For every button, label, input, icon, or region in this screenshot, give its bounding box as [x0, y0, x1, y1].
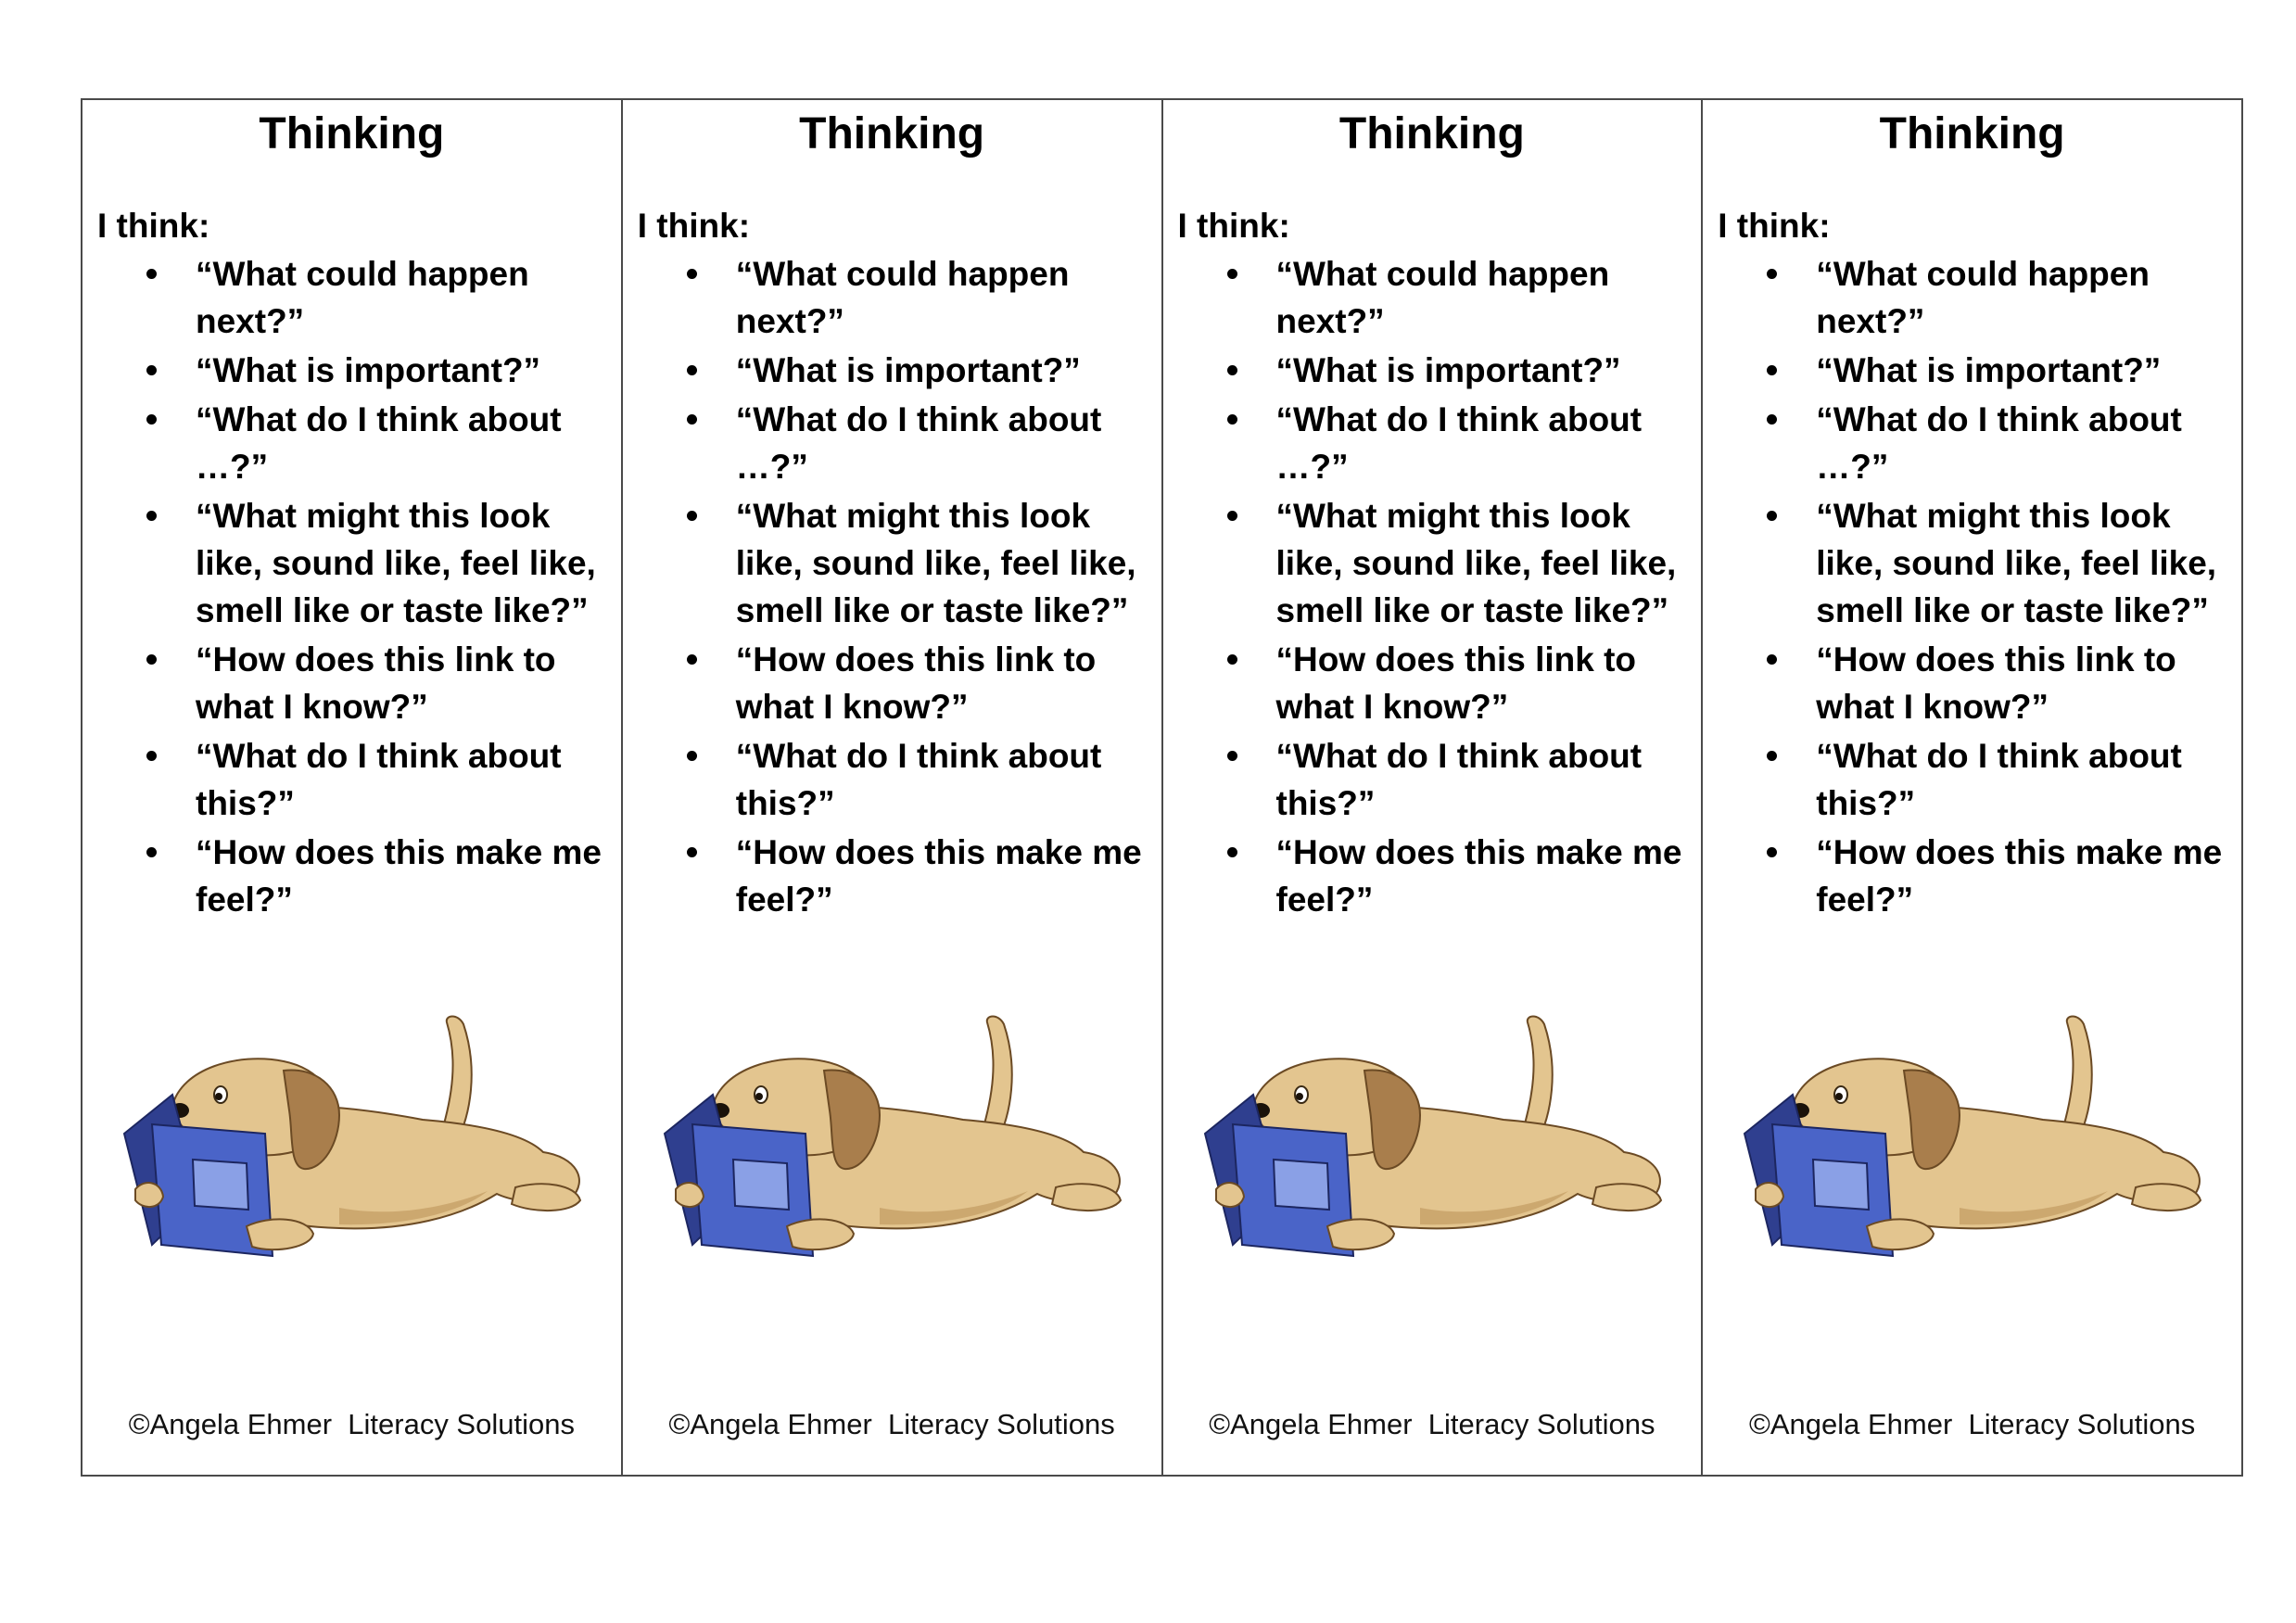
copyright-footer: ©Angela Ehmer Literacy Solutions [128, 1408, 575, 1440]
question-text: “How does this link to what I know?” [1275, 640, 1637, 726]
bookmark-title: Thinking [259, 109, 445, 158]
list-item [1163, 492, 1691, 634]
bullet-icon [687, 654, 697, 665]
question-text: “What is important?” [1275, 351, 1621, 389]
question-text: “How does this link to what I know?” [735, 640, 1097, 726]
bullet-icon [1227, 365, 1237, 375]
bookmark-intro: I think: [1177, 207, 1290, 245]
question-text: “How does this make me feel?” [1275, 833, 1682, 919]
list-item [82, 347, 610, 394]
bullet-icon [146, 511, 157, 521]
question-text: “What is important?” [196, 351, 541, 389]
list-item [1163, 347, 1691, 394]
bullet-icon [1767, 365, 1777, 375]
dog-reading-book-illustration [648, 995, 1137, 1273]
bullet-icon [687, 269, 697, 279]
question-text: “What do I think about this?” [1816, 737, 2182, 822]
question-list [82, 250, 610, 925]
question-text: “What might this look like, sound like, feel like, smell like or taste like?” [1275, 497, 1677, 629]
list-item [1163, 396, 1691, 490]
list-item [623, 829, 1150, 923]
bookmark-sheet [81, 98, 2243, 1477]
question-text: “What might this look like, sound like, feel like, smell like or taste like?” [1816, 497, 2217, 629]
dog-reading-book-illustration [108, 995, 597, 1273]
question-text: “What is important?” [1816, 351, 2162, 389]
bullet-icon [1227, 654, 1237, 665]
bookmark [1703, 100, 2241, 1475]
bullet-icon [687, 511, 697, 521]
bullet-icon [1767, 511, 1777, 521]
question-text: “What do I think about this?” [735, 737, 1102, 822]
bookmark-intro: I think: [637, 207, 751, 245]
bookmark [623, 100, 1163, 1475]
dog-reading-book-illustration [1728, 995, 2217, 1273]
list-item [82, 396, 610, 490]
question-text: “What do I think about …?” [1275, 400, 1643, 486]
bookmark-intro: I think: [1718, 207, 1831, 245]
list-item [623, 347, 1150, 394]
list-item [623, 396, 1150, 490]
bullet-icon [1227, 847, 1237, 857]
list-item [1163, 732, 1691, 827]
list-item [1163, 829, 1691, 923]
bookmark-title: Thinking [1338, 109, 1525, 158]
list-item [82, 636, 610, 730]
list-item [1163, 636, 1691, 730]
bookmark [1163, 100, 1704, 1475]
question-text: “What might this look like, sound like, feel like, smell like or taste like?” [196, 497, 596, 629]
list-item [1703, 492, 2230, 634]
bullet-icon [146, 654, 157, 665]
list-item [623, 250, 1150, 345]
list-item [1703, 636, 2230, 730]
question-text: “How does this make me feel?” [1816, 833, 2223, 919]
bullet-icon [1227, 751, 1237, 761]
question-text: “What do I think about this?” [196, 737, 562, 822]
list-item [1163, 250, 1691, 345]
copyright-footer: ©Angela Ehmer Literacy Solutions [1749, 1408, 2196, 1440]
bullet-icon [1767, 269, 1777, 279]
bullet-icon [1227, 269, 1237, 279]
question-text: “What could happen next?” [1275, 255, 1610, 340]
question-list [1163, 250, 1691, 925]
question-text: “How does this make me feel?” [735, 833, 1142, 919]
question-text: “What could happen next?” [1816, 255, 2150, 340]
bullet-icon [1227, 414, 1237, 425]
list-item [82, 732, 610, 827]
bullet-icon [687, 751, 697, 761]
list-item [82, 492, 610, 634]
list-item [1703, 250, 2230, 345]
bullet-icon [1767, 847, 1777, 857]
copyright-footer: ©Angela Ehmer Literacy Solutions [1209, 1408, 1655, 1440]
bullet-icon [687, 847, 697, 857]
bullet-icon [1227, 511, 1237, 521]
bookmark-title: Thinking [799, 109, 985, 158]
question-text: “What could happen next?” [196, 255, 529, 340]
question-text: “How does this link to what I know?” [196, 640, 556, 726]
bullet-icon [146, 751, 157, 761]
bullet-icon [687, 414, 697, 425]
question-list [623, 250, 1150, 925]
bullet-icon [146, 365, 157, 375]
list-item [623, 636, 1150, 730]
list-item [1703, 829, 2230, 923]
list-item [82, 250, 610, 345]
list-item [1703, 732, 2230, 827]
bullet-icon [1767, 654, 1777, 665]
bullet-icon [1767, 751, 1777, 761]
question-text: “What is important?” [735, 351, 1081, 389]
bullet-icon [687, 365, 697, 375]
bookmark-intro: I think: [97, 207, 210, 245]
list-item [82, 829, 610, 923]
list-item [623, 732, 1150, 827]
question-text: “What might this look like, sound like, feel like, smell like or taste like?” [735, 497, 1136, 629]
list-item [623, 492, 1150, 634]
bullet-icon [1767, 414, 1777, 425]
bookmark-title: Thinking [1879, 109, 2065, 158]
dog-reading-book-illustration [1188, 995, 1678, 1273]
bullet-icon [146, 847, 157, 857]
question-text: “How does this make me feel?” [196, 833, 602, 919]
copyright-footer: ©Angela Ehmer Literacy Solutions [668, 1408, 1115, 1440]
question-text: “What do I think about …?” [196, 400, 562, 486]
bullet-icon [146, 269, 157, 279]
bullet-icon [146, 414, 157, 425]
question-text: “What could happen next?” [735, 255, 1070, 340]
question-text: “What do I think about …?” [735, 400, 1102, 486]
question-text: “What do I think about …?” [1816, 400, 2182, 486]
list-item [1703, 396, 2230, 490]
list-item [1703, 347, 2230, 394]
question-text: “How does this link to what I know?” [1816, 640, 2176, 726]
question-text: “What do I think about this?” [1275, 737, 1643, 822]
bookmark [82, 100, 623, 1475]
question-list [1703, 250, 2230, 925]
